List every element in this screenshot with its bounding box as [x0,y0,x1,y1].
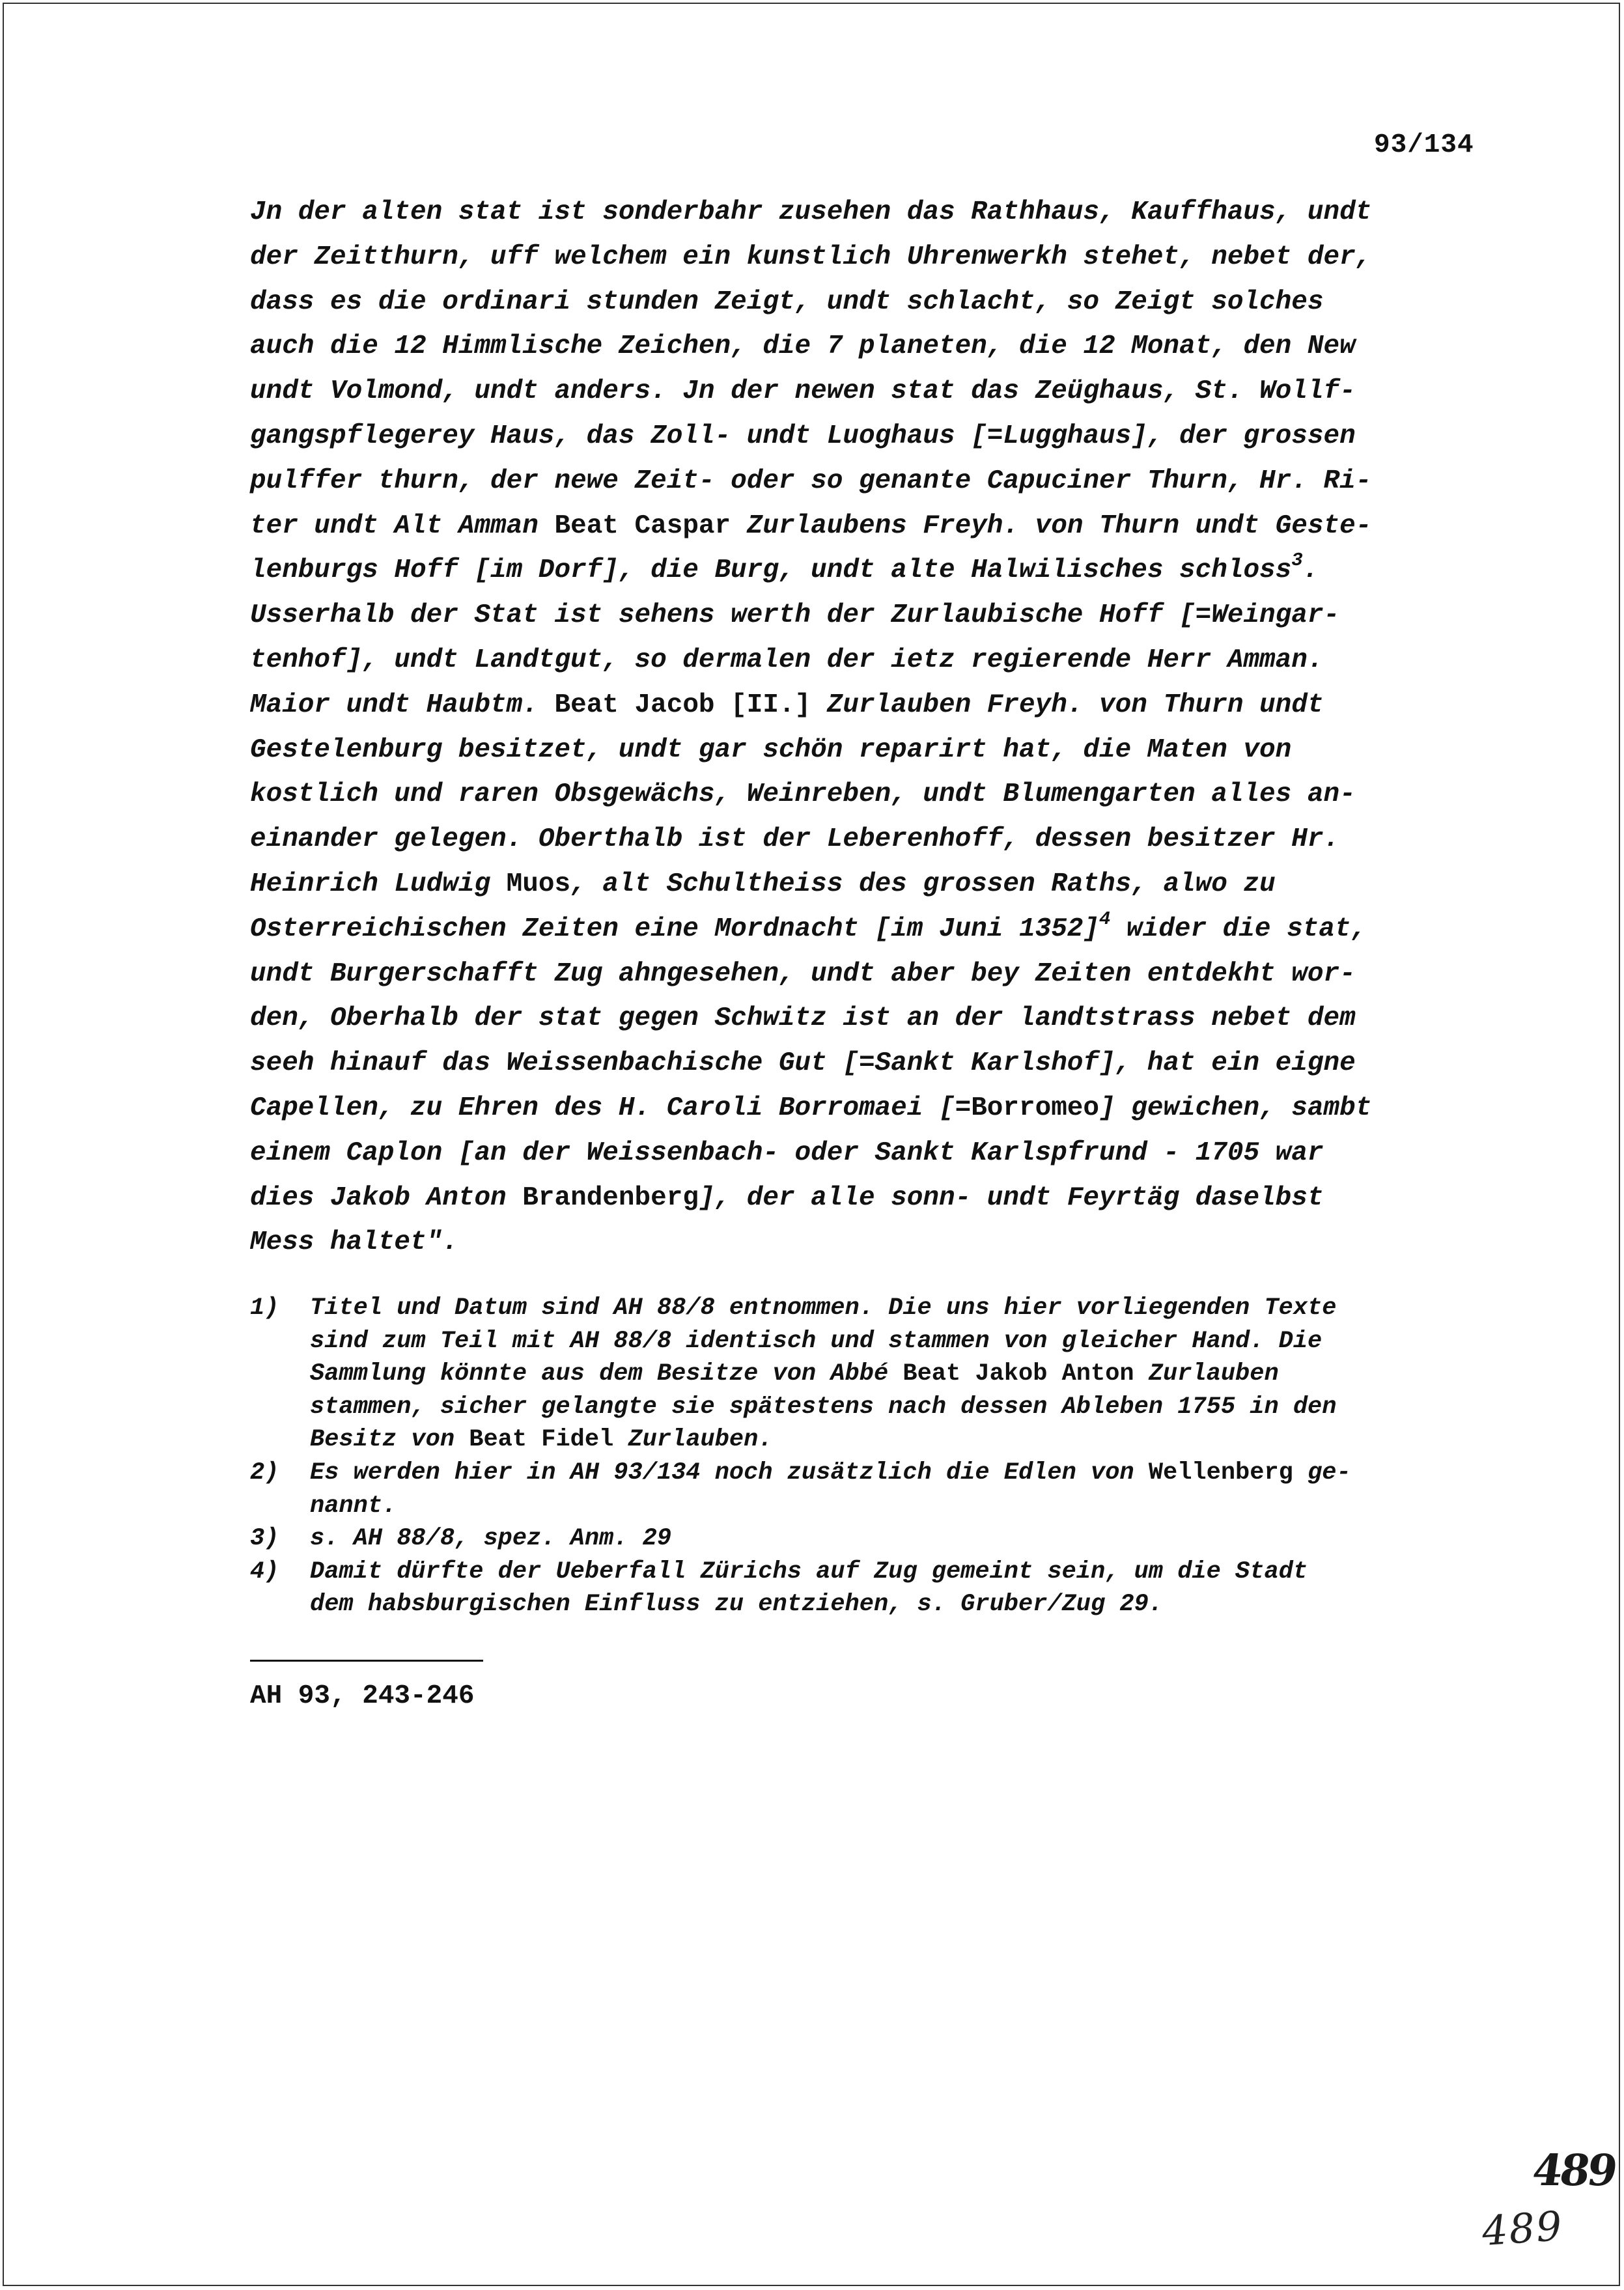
body-line [250,1131,1500,1176]
bold-name: Wellenberg [1148,1459,1293,1487]
bold-name: Brandenberg [522,1182,699,1213]
text-segment: ] gewichen, sambt [1099,1093,1372,1123]
text-segment: Zurlauben Freyh. von Thurn undt [811,690,1324,720]
text-segment: Usserhalb der Stat ist sehens werth der Zurlaubische Hoff [=Weingar- [250,600,1340,631]
text-segment: lenburgs Hoff [im Dorf], die Burg, undt alte Halwilisches schloss [250,555,1292,586]
body-line [250,817,1500,862]
body-text [250,190,1500,1265]
footnote [250,1457,1500,1522]
text-segment: . [1302,555,1319,586]
body-line [250,1220,1500,1265]
text-segment: Mess haltet". [250,1227,458,1258]
text-segment: kostlich und raren Obsgewächs, Weinreben, undt Blumengarten alles an- [250,779,1356,810]
body-line [250,235,1500,280]
body-line [250,190,1500,235]
footnote-line [310,1358,1500,1391]
footnote-reference: 3 [1291,550,1303,572]
text-segment: wider die stat, [1110,914,1367,944]
source-reference: AH 93, 243-246 [250,1681,475,1711]
text-segment: Zurlauben [1134,1360,1279,1388]
footnote-line [310,1423,1500,1457]
bold-name: Beat Jacob [II.] [554,690,811,720]
body-line [250,504,1500,549]
body-line [250,952,1500,997]
text-segment: Heinrich Ludwig [250,869,507,899]
footnote [250,1522,1500,1556]
text-segment: Jn der alten stat ist sonderbahr zusehen das Rathhaus, Kauffhaus, undt [250,197,1372,227]
text-segment: undt Volmond, undt anders. Jn der newen stat das Zeüghaus, St. Wollf- [250,376,1356,407]
page-number: 93/134 [1374,130,1474,160]
text-segment: Es werden hier in AH 93/134 noch zusätzlich die Edlen von [310,1459,1149,1487]
footnote-line [310,1556,1500,1589]
body-line [250,369,1500,414]
bold-name: Muos [506,869,571,899]
footnote-line [310,1490,1500,1523]
footnote-line [310,1391,1500,1424]
body-line [250,1041,1500,1086]
body-line [250,683,1500,728]
handwritten-page-number: 489 [1529,2145,1619,2196]
text-segment: einander gelegen. Oberthalb ist der Leberenhoff, dessen besitzer Hr. [250,824,1340,855]
body-line [250,862,1500,907]
footnote [250,1292,1500,1457]
text-segment: den, Oberhalb der stat gegen Schwitz ist an der landtstrass nebet dem [250,1003,1356,1034]
text-segment: Zurlaubens Freyh. von Thurn undt Geste- [731,510,1372,541]
text-segment: gangspflegerey Haus, das Zoll- undt Luoghaus [=Lugghaus], der grossen [250,421,1356,451]
footnote-line [310,1457,1500,1490]
bold-name: Borromeo [971,1093,1100,1123]
text-segment: dass es die ordinari stunden Zeigt, undt schlacht, so Zeigt solches [250,286,1324,317]
footnote-number: 3) [250,1525,279,1553]
text-segment: dem habsburgischen Einfluss zu entziehen, s. Gruber/Zug 29. [310,1591,1164,1619]
text-segment: ter undt Alt Amman [250,510,555,541]
text-segment: seeh hinauf das Weissenbachische Gut [=Sankt Karlshof], hat ein eigne [250,1048,1356,1079]
text-segment: pulffer thurn, der newe Zeit- oder so genante Capuciner Thurn, Hr. Ri- [250,466,1372,496]
footnote-line [310,1325,1500,1358]
text-segment: Osterreichischen Zeiten eine Mordnacht [im Juni 1352] [250,914,1100,944]
footnotes [250,1292,1500,1621]
bold-name: Beat Caspar [554,510,731,541]
text-segment: Maior undt Haubtm. [250,690,555,720]
footnote-separator-rule [250,1660,483,1662]
text-segment: ], der alle sonn- undt Feyrtäg daselbst [698,1182,1324,1213]
text-segment: , alt Schultheiss des grossen Raths, alwo zu [570,869,1276,899]
footnote-line [310,1588,1500,1621]
body-line [250,593,1500,638]
text-segment: der Zeitthurn, uff welchem ein kunstlich Uhrenwerkh stehet, nebet der, [250,242,1372,272]
footnote-line [310,1292,1500,1325]
body-line [250,772,1500,817]
body-line [250,1176,1500,1221]
text-segment: Damit dürfte der Ueberfall Zürichs auf Zug gemeint sein, um die Stadt [310,1557,1308,1585]
text-segment: Gestelenburg besitzet, undt gar schön reparirt hat, die Maten von [250,734,1292,765]
bold-name: Beat Fidel [469,1426,614,1454]
body-line [250,907,1500,952]
footnote-reference: 4 [1099,908,1111,930]
text-segment: nannt. [310,1492,397,1520]
body-line [250,996,1500,1041]
body-line [250,324,1500,369]
body-line [250,280,1500,325]
text-segment: Besitz von [310,1426,469,1454]
footnote-number: 4) [250,1557,279,1585]
body-line [250,638,1500,683]
footnote-number: 2) [250,1459,279,1487]
text-segment: ge- [1293,1459,1351,1487]
text-segment: sind zum Teil mit AH 88/8 identisch und stammen von gleicher Hand. Die [310,1327,1323,1355]
body-line [250,548,1500,593]
handwritten-page-number-secondary: 489 [1480,2201,1565,2255]
text-segment: dies Jakob Anton [250,1182,523,1213]
text-segment: tenhof], undt Landtgut, so dermalen der ietz regierende Herr Amman. [250,645,1324,675]
text-segment: auch die 12 Himmlische Zeichen, die 7 planeten, die 12 Monat, den New [250,331,1356,362]
body-line [250,414,1500,459]
text-segment: Zurlauben. [613,1426,773,1454]
body-line [250,728,1500,773]
text-segment: Sammlung könnte aus dem Besitze von Abbé [310,1360,903,1388]
text-segment: Capellen, zu Ehren des H. Caroli Borromaei [= [250,1093,972,1123]
text-segment: Titel und Datum sind AH 88/8 entnommen. Die uns hier vorliegenden Texte [310,1294,1337,1322]
text-segment: undt Burgerschafft Zug ahngesehen, undt aber bey Zeiten entdekht wor- [250,958,1356,989]
body-line [250,1086,1500,1131]
text-segment: einem Caplon [an der Weissenbach- oder Sankt Karlspfrund - 1705 war [250,1138,1324,1168]
text-segment: stammen, sicher gelangte sie spätestens nach dessen Ableben 1755 in den [310,1393,1337,1421]
text-segment: s. AH 88/8, spez. Anm. 29 [310,1525,672,1553]
bold-name: Beat Jakob Anton [903,1360,1134,1388]
body-line [250,459,1500,504]
footnote-number: 1) [250,1294,279,1322]
footnote-line [310,1522,1500,1556]
footnote [250,1556,1500,1621]
